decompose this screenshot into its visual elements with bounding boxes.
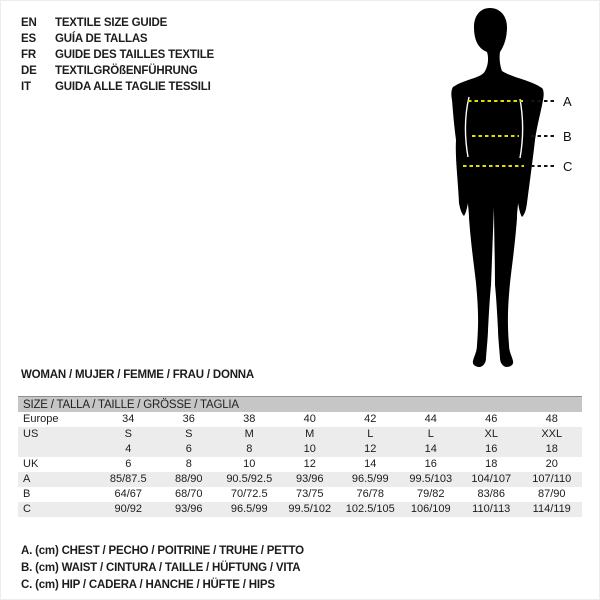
size-cell: 96.5/99 bbox=[230, 503, 268, 515]
row-label: Europe bbox=[23, 413, 59, 425]
size-cell: 14 bbox=[364, 458, 377, 470]
legend-line: B. (cm) WAIST / CINTURA / TAILLE / HÜFTUNG / VITA bbox=[21, 562, 301, 574]
language-code: IT bbox=[21, 81, 31, 93]
size-cell: 44 bbox=[424, 413, 437, 425]
size-cell: 34 bbox=[122, 413, 135, 425]
language-row bbox=[21, 47, 214, 63]
chest-leader-line bbox=[531, 100, 557, 102]
row-label: UK bbox=[23, 458, 39, 470]
size-cell: M bbox=[244, 428, 254, 440]
table-row bbox=[18, 412, 582, 427]
language-row bbox=[21, 63, 214, 79]
row-label: B bbox=[23, 488, 31, 500]
size-cell: 76/78 bbox=[356, 488, 385, 500]
size-cell: 8 bbox=[185, 458, 192, 470]
waist-dash-line bbox=[472, 135, 519, 137]
size-cell: 10 bbox=[243, 458, 256, 470]
language-label: GUIDE DES TAILLES TEXTILE bbox=[55, 49, 214, 61]
size-cell: 12 bbox=[364, 443, 377, 455]
language-row bbox=[21, 31, 214, 47]
language-code: DE bbox=[21, 65, 37, 77]
table-row bbox=[18, 487, 582, 502]
hip-dash-line bbox=[463, 165, 524, 167]
table-row bbox=[18, 472, 582, 487]
size-cell: 93/96 bbox=[295, 473, 324, 485]
size-cell: 14 bbox=[424, 443, 437, 455]
language-list bbox=[21, 15, 214, 95]
size-cell: 106/109 bbox=[410, 503, 451, 515]
language-code: ES bbox=[21, 33, 36, 45]
marker-label-b: B bbox=[563, 129, 572, 144]
size-cell: 70/72.5 bbox=[230, 488, 268, 500]
size-table bbox=[18, 396, 582, 517]
size-cell: 79/82 bbox=[416, 488, 445, 500]
table-row bbox=[18, 427, 582, 442]
language-code: FR bbox=[21, 49, 36, 61]
size-cell: 93/96 bbox=[174, 503, 203, 515]
gender-heading: WOMAN / MUJER / FEMME / FRAU / DONNA bbox=[21, 369, 255, 381]
size-cell: S bbox=[124, 428, 132, 440]
size-cell: 90.5/92.5 bbox=[226, 473, 273, 485]
size-cell: 110/113 bbox=[472, 503, 511, 515]
chest-dash-line bbox=[468, 100, 523, 102]
hip-leader-line bbox=[531, 165, 557, 167]
size-cell: 104/107 bbox=[471, 473, 512, 485]
table-row bbox=[18, 457, 582, 472]
language-row bbox=[21, 15, 214, 31]
size-cell: 36 bbox=[182, 413, 195, 425]
woman-silhouette bbox=[425, 0, 573, 375]
size-table-header: SIZE / TALLA / TAILLE / GRÖSSE / TAGLIA bbox=[18, 396, 582, 412]
legend-line: C. (cm) HIP / CADERA / HANCHE / HÜFTE / HIPS bbox=[21, 579, 275, 591]
language-label: TEXTILE SIZE GUIDE bbox=[55, 17, 168, 29]
size-cell: 46 bbox=[485, 413, 498, 425]
row-label: A bbox=[23, 473, 31, 485]
row-label: C bbox=[23, 503, 31, 515]
measurement-legend bbox=[21, 543, 304, 594]
size-cell: 4 bbox=[125, 443, 132, 455]
size-cell: 73/75 bbox=[295, 488, 324, 500]
row-label: US bbox=[23, 428, 39, 440]
size-cell: M bbox=[305, 428, 315, 440]
size-table-body bbox=[18, 412, 582, 517]
size-cell: 114/119 bbox=[532, 503, 571, 515]
legend-line: A. (cm) CHEST / PECHO / POITRINE / TRUHE / PETTO bbox=[21, 545, 304, 557]
size-cell: 10 bbox=[303, 443, 316, 455]
table-row bbox=[18, 442, 582, 457]
size-cell: 38 bbox=[243, 413, 256, 425]
size-cell: 16 bbox=[485, 443, 498, 455]
row-label bbox=[18, 442, 98, 457]
size-cell: 99.5/103 bbox=[409, 473, 453, 485]
size-cell: XL bbox=[484, 428, 498, 440]
size-cell: 48 bbox=[545, 413, 558, 425]
size-cell: S bbox=[185, 428, 193, 440]
size-cell: 96.5/99 bbox=[351, 473, 389, 485]
size-cell: L bbox=[367, 428, 374, 440]
language-label: TEXTILGRÖßENFÜHRUNG bbox=[55, 65, 198, 77]
waist-leader-line bbox=[531, 135, 557, 137]
size-cell: 12 bbox=[303, 458, 316, 470]
size-cell: 18 bbox=[485, 458, 498, 470]
size-cell: 8 bbox=[246, 443, 253, 455]
size-cell: 83/86 bbox=[477, 488, 506, 500]
size-cell: 90/92 bbox=[114, 503, 143, 515]
size-cell: 102.5/105 bbox=[345, 503, 395, 515]
size-cell: 107/110 bbox=[532, 473, 572, 485]
size-cell: 6 bbox=[185, 443, 192, 455]
size-cell: 42 bbox=[364, 413, 377, 425]
size-cell: 18 bbox=[545, 443, 558, 455]
marker-label-a: A bbox=[563, 94, 572, 109]
size-cell: L bbox=[427, 428, 434, 440]
size-cell: 68/70 bbox=[174, 488, 203, 500]
language-label: GUIDA ALLE TAGLIE TESSILI bbox=[55, 81, 211, 93]
language-code: EN bbox=[21, 17, 37, 29]
size-cell: 20 bbox=[545, 458, 558, 470]
size-cell: 64/67 bbox=[114, 488, 143, 500]
size-cell: 16 bbox=[424, 458, 437, 470]
marker-label-c: C bbox=[563, 159, 573, 174]
size-cell: 85/87.5 bbox=[109, 473, 147, 485]
language-row bbox=[21, 79, 214, 95]
size-cell: 40 bbox=[303, 413, 316, 425]
size-cell: 99.5/102 bbox=[288, 503, 332, 515]
size-cell: XXL bbox=[541, 428, 563, 440]
size-cell: 87/90 bbox=[537, 488, 566, 500]
size-cell: 6 bbox=[125, 458, 132, 470]
table-row bbox=[18, 502, 582, 517]
size-cell: 88/90 bbox=[174, 473, 203, 485]
language-label: GUÍA DE TALLAS bbox=[55, 33, 148, 45]
